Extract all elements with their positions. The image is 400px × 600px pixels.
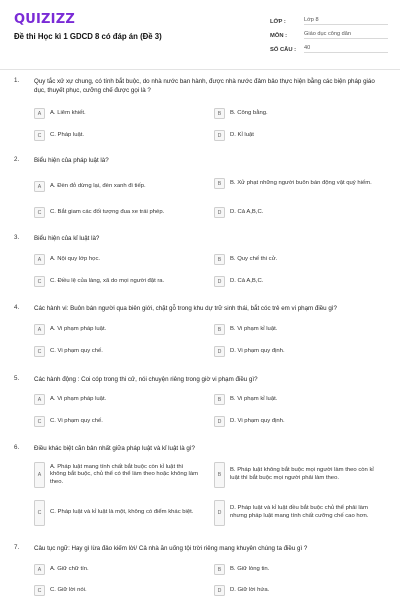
option-text: A. Giữ chữ tín.: [50, 565, 89, 572]
option-a[interactable]: [34, 564, 194, 575]
option-text: A. Vi phạm pháp luật.: [50, 395, 107, 402]
meta-row-count: [270, 41, 388, 55]
option-text: B. Xử phạt những người buôn bán động vật quý hiếm.: [230, 179, 372, 186]
option-text: C. Pháp luật và kỉ luật là một, không có điểm khác biệt.: [50, 509, 194, 516]
option-letter: A: [34, 394, 45, 405]
option-letter: B: [214, 394, 225, 405]
option-text: A. Nội quy lớp học.: [50, 255, 101, 262]
option-text: C. Giữ lời nói.: [50, 586, 87, 593]
option-text: B. Công bằng.: [230, 109, 268, 116]
option-text: B. Giữ lòng tin.: [230, 565, 270, 572]
option-b[interactable]: [214, 108, 384, 119]
option-letter: C: [34, 585, 45, 596]
option-c[interactable]: [34, 130, 194, 141]
option-letter: B: [214, 462, 225, 488]
question-text: Biểu hiện của pháp luật là?: [34, 157, 109, 164]
option-c[interactable]: [34, 207, 194, 218]
option-text: D. Vi phạm quy định.: [230, 417, 285, 424]
option-a[interactable]: [34, 181, 194, 192]
option-b[interactable]: [214, 178, 384, 189]
question-text: Quy tắc xử xự chung, có tính bắt buộc, do nhà nước ban hành, được nhà nước đảm bảo thực hiện bằng các biện pháp giáo dục, thuyết phục, cưỡng chế được gọi là ?: [34, 78, 375, 95]
option-b[interactable]: [214, 254, 384, 265]
meta-value: Giáo dục công dân: [304, 31, 388, 39]
option-text: D. Giữ lời hứa.: [230, 586, 270, 593]
option-letter: A: [34, 324, 45, 335]
question-text: Các hành động : Coi cóp trong thi cử, nói chuyện riêng trong giờ vi phạm điều gì?: [34, 376, 258, 383]
option-text: D. Pháp luật và kỉ luật đều bắt buộc chủ thể phải làm nhưng pháp luật mang tính chất cưỡng chế cao hơn.: [230, 505, 369, 519]
question-number: 3.: [14, 234, 20, 241]
option-letter: B: [214, 324, 225, 335]
option-letter: D: [214, 416, 225, 427]
option-letter: C: [34, 346, 45, 357]
option-a[interactable]: [34, 462, 206, 488]
option-b[interactable]: [214, 324, 384, 335]
question-number: 6.: [14, 444, 20, 451]
option-text: D. Vi phạm quy định.: [230, 347, 285, 354]
option-letter: C: [34, 207, 45, 218]
question-number: 7.: [14, 544, 20, 551]
meta-row-subject: [270, 27, 388, 41]
option-d[interactable]: [214, 585, 384, 596]
option-text: C. Điều lệ của làng, xã do mọi người đặt ra.: [50, 277, 165, 284]
question-text: Câu tục ngữ: Hay gì lừa đảo kiếm lời/ Cả nhà ăn uống tội trời riêng mang khuyên chúng ta điều gì ?: [34, 545, 308, 552]
question-number: 4.: [14, 304, 20, 311]
option-text: D. Cả A,B,C.: [230, 208, 264, 215]
page-header: [0, 0, 400, 68]
option-d[interactable]: [214, 276, 384, 287]
option-text: B. Quy chế thi cử.: [230, 255, 278, 262]
quizizz-logo: QUIZIZZ: [14, 12, 75, 27]
document-title: Đề thi Học kì 1 GDCD 8 có đáp án (Đề 3): [14, 32, 162, 41]
option-letter: A: [34, 108, 45, 119]
option-d[interactable]: [214, 130, 384, 141]
option-letter: D: [214, 346, 225, 357]
option-b[interactable]: [214, 564, 384, 575]
option-a[interactable]: [34, 394, 194, 405]
question-number: 1.: [14, 77, 20, 84]
option-text: D. Kỉ luật: [230, 131, 254, 138]
option-d[interactable]: [214, 346, 384, 357]
option-letter: D: [214, 585, 225, 596]
option-letter: C: [34, 130, 45, 141]
option-text: A. Liêm khiết.: [50, 109, 86, 116]
option-d[interactable]: [214, 207, 384, 218]
option-b[interactable]: [214, 462, 386, 488]
meta-value: 40: [304, 45, 388, 53]
option-text: C. Vi phạm quy chế.: [50, 417, 103, 424]
question-text: Điều khác biệt căn bản nhất giữa pháp luật và kỉ luật là gì?: [34, 445, 195, 452]
option-text: B. Vi phạm kỉ luật.: [230, 325, 278, 332]
option-letter: A: [34, 462, 45, 488]
option-text: C. Vi phạm quy chế.: [50, 347, 103, 354]
option-c[interactable]: [34, 346, 194, 357]
option-c[interactable]: [34, 585, 194, 596]
option-a[interactable]: [34, 324, 194, 335]
option-text: C. Pháp luật.: [50, 131, 85, 138]
option-letter: C: [34, 276, 45, 287]
option-a[interactable]: [34, 108, 194, 119]
option-d[interactable]: [214, 500, 386, 526]
question-number: 2.: [14, 156, 20, 163]
option-letter: B: [214, 108, 225, 119]
option-c[interactable]: [34, 500, 206, 526]
option-text: C. Bắt giam các đối tượng đua xe trái phép.: [50, 208, 165, 215]
option-text: D. Cả A,B,C.: [230, 277, 264, 284]
option-letter: C: [34, 416, 45, 427]
option-letter: D: [214, 500, 225, 526]
option-letter: A: [34, 254, 45, 265]
option-a[interactable]: [34, 254, 194, 265]
option-letter: A: [34, 564, 45, 575]
question-text: Các hành vi: Buôn bán người qua biên giới, chặt gỗ trong khu dự trữ sinh thái, bắt cóc trẻ em vi phạm điều gì?: [34, 305, 337, 312]
option-letter: B: [214, 254, 225, 265]
meta-row-grade: [270, 13, 388, 27]
option-b[interactable]: [214, 394, 384, 405]
option-letter: D: [214, 130, 225, 141]
meta-key: SỐ CÂU :: [270, 47, 297, 53]
question-number: 5.: [14, 375, 20, 382]
header-divider: [0, 69, 400, 70]
option-letter: D: [214, 207, 225, 218]
meta-value: Lớp 8: [304, 17, 388, 25]
option-letter: A: [34, 181, 45, 192]
meta-key: MÔN :: [270, 33, 288, 39]
option-text: A. Vi phạm pháp luật.: [50, 325, 107, 332]
option-text: A. Đèn đỏ dừng lại, đèn xanh đi tiếp.: [50, 182, 146, 189]
option-letter: D: [214, 276, 225, 287]
meta-info: [270, 13, 388, 55]
option-letter: B: [214, 564, 225, 575]
option-letter: B: [214, 178, 225, 189]
option-text: A. Pháp luật mang tính chất bắt buộc còn kỉ luật thì không bắt buộc, chủ thể có thể làm theo hoặc không làm theo.: [50, 463, 199, 485]
meta-key: LỚP :: [270, 19, 286, 25]
option-text: B. Vi phạm kỉ luật.: [230, 395, 278, 402]
option-text: B. Pháp luật không bắt buộc mọi người làm theo còn kỉ luật thì bắt buộc mọi người phải làm theo.: [230, 467, 374, 481]
question-text: Biểu hiện của kỉ luật là?: [34, 235, 100, 242]
option-c[interactable]: [34, 276, 194, 287]
option-c[interactable]: [34, 416, 194, 427]
option-d[interactable]: [214, 416, 384, 427]
option-letter: C: [34, 500, 45, 526]
